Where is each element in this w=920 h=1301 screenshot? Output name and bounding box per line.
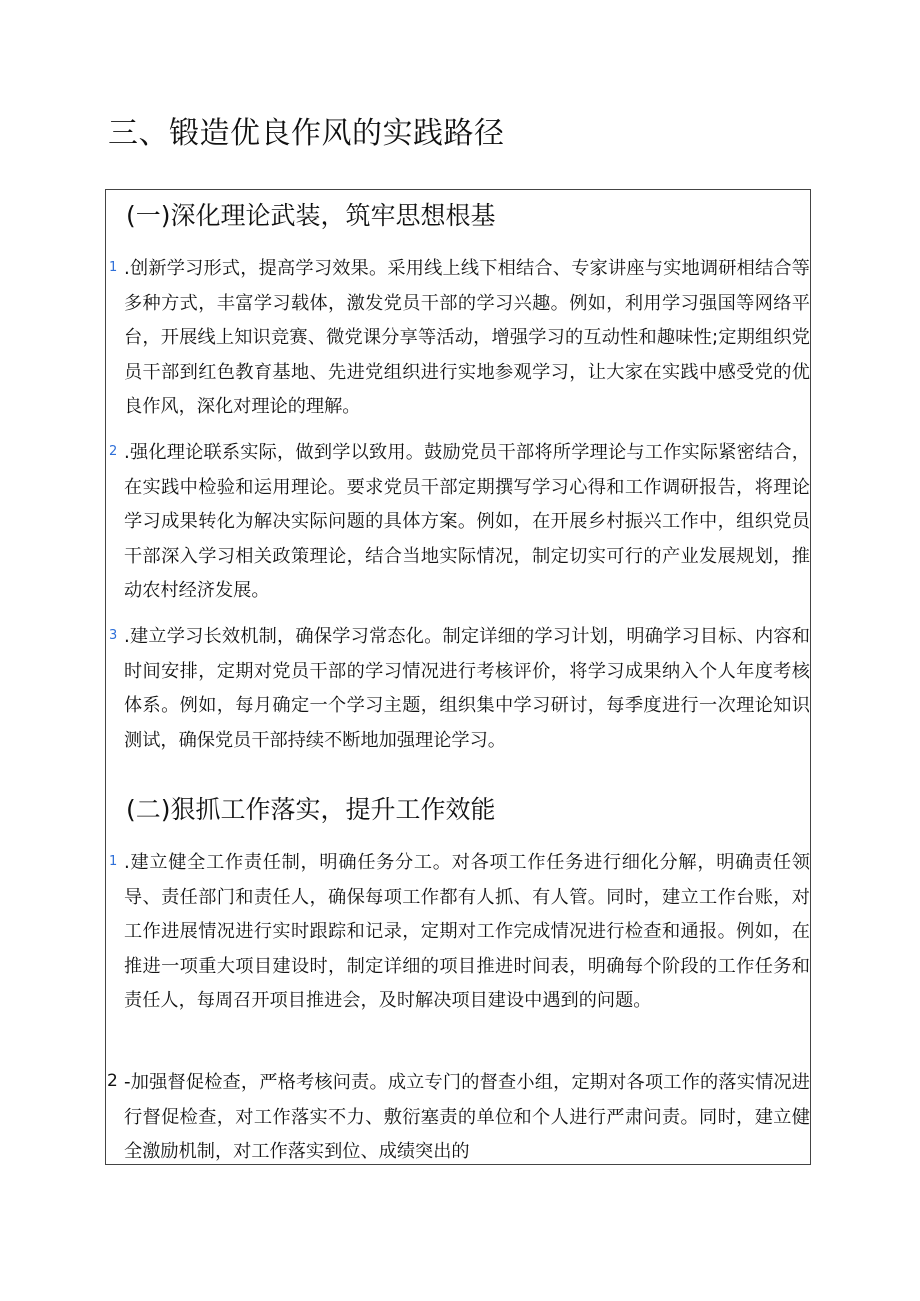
item-number: 1 [109,260,118,275]
item-number: 2 [109,444,118,459]
item-text: .建立健全工作责任制，明确任务分工。对各项工作任务进行细化分解，明确责任领导、责任部门和责任人，确保每项工作都有人抓、有人管。同时，建立工作台账，对工作进展情况进行实时跟踪和记录，定期对工作完成情况进行检查和通报。例如，在推进一项重大项目建设时，制定详细的项目推进时间表，明确每个阶段的工作任务和责任人，每周召开项目推进会，及时解决项目建设中遇到的问题。 [124,852,810,1011]
item-text: .创新学习形式，提高学习效果。采用线上线下相结合、专家讲座与实地调研相结合等多种方式，丰富学习载体，激发党员干部的学习兴趣。例如，利用学习强国等网络平台，开展线上知识竞赛、微党课分享等活动，增强学习的互动性和趣味性;定期组织党员干部到红色教育基地、先进党组织进行实地参观学习，让大家在实践中感受党的优良作风，深化对理论的理解。 [124,258,810,417]
item-text: .建立学习长效机制，确保学习常态化。制定详细的学习计划，明确学习目标、内容和时间安排，定期对党员干部的学习情况进行考核评价，将学习成果纳入个人年度考核体系。例如，每月确定一个学习主题，组织集中学习研讨，每季度进行一次理论知识测试，确保党员干部持续不断地加强理论学习。 [124,626,810,751]
section-heading: (一)深化理论武装，筑牢思想根基 [126,201,496,230]
item-number: 2 [107,1071,118,1091]
item-number: 3 [109,628,118,643]
content-box [105,189,811,1165]
section-heading: (二)狠抓工作落实，提升工作效能 [126,795,496,824]
item-text: -加强督促检查，严格考核问责。成立专门的督查小组，定期对各项工作的落实情况进行督促检查，对工作落实不力、敷衍塞责的单位和个人进行严肃问责。同时，建立健全激励机制，对工作落实到位、成绩突出的 [124,1072,810,1162]
item-text: .强化理论联系实际，做到学以致用。鼓励党员干部将所学理论与工作实际紧密结合，在实践中检验和运用理论。要求党员干部定期撰写学习心得和工作调研报告，将理论学习成果转化为解决实际问题的具体方案。例如，在开展乡村振兴工作中，组织党员干部深入学习相关政策理论，结合当地实际情况，制定切实可行的产业发展规划，推动农村经济发展。 [124,442,810,601]
item-number: 1 [109,854,118,869]
page-title: 三、锻造优良作风的实践路径 [108,116,505,151]
